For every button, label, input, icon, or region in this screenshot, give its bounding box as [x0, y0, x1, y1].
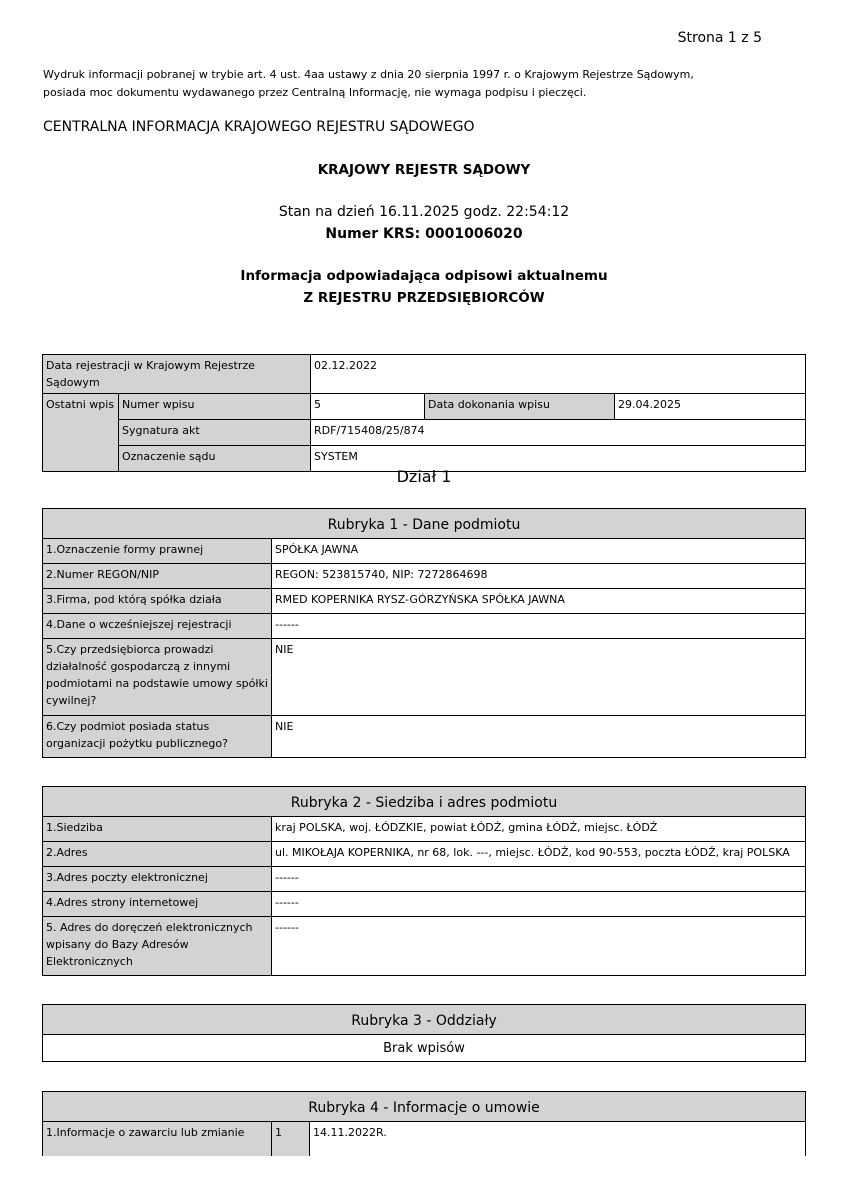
court-label: Oznaczenie sądu	[119, 446, 311, 472]
entry-number-value: 5	[311, 394, 425, 420]
reg-date-label: Data rejestracji w Krajowym Rejestrze Sądowym	[43, 355, 311, 394]
table-row-number: 1	[272, 1122, 310, 1172]
org-name: CENTRALNA INFORMACJA KRAJOWEGO REJESTRU SĄDOWEGO	[43, 119, 475, 135]
table-row-value: kraj POLSKA, woj. ŁÓDZKIE, powiat ŁÓDŹ, gmina ŁÓDŹ, miejsc. ŁÓDŹ	[272, 817, 806, 842]
table-row-label: 1.Siedziba	[43, 817, 272, 842]
rubric-2-title: Rubryka 2 - Siedziba i adres podmiotu	[43, 787, 806, 817]
table-row-label: 5. Adres do doręczeń elektronicznych wpisany do Bazy Adresów Elektronicznych	[43, 917, 272, 976]
info-title-line-1: Informacja odpowiadająca odpisowi aktualnemu	[240, 268, 608, 284]
krs-number: Numer KRS: 0001006020	[325, 226, 523, 242]
table-row-label: 3.Firma, pod którą spółka działa	[43, 589, 272, 614]
rubric-2-table	[42, 786, 806, 976]
entry-date-value: 29.04.2025	[615, 394, 806, 420]
disclaimer-line-1: Wydruk informacji pobranej w trybie art. 4 ust. 4aa ustawy z dnia 20 sierpnia 1997 r. o Krajowym Rejestrze Sądowym,	[43, 68, 694, 81]
page-number: Strona 1 z 5	[677, 30, 762, 46]
reg-date-value: 02.12.2022	[311, 355, 806, 394]
table-row-value: RMED KOPERNIKA RYSZ-GÓRZYŃSKA SPÓŁKA JAWNA	[272, 589, 806, 614]
entry-number-label: Numer wpisu	[119, 394, 311, 420]
table-row-label: 3.Adres poczty elektronicznej	[43, 867, 272, 892]
table-row-label: 4.Dane o wcześniejszej rejestracji	[43, 614, 272, 639]
rubric-3-title: Rubryka 3 - Oddziały	[43, 1005, 806, 1035]
table-row-value: SPÓŁKA JAWNA	[272, 539, 806, 564]
table-row-value: 14.11.2022R.	[310, 1122, 806, 1172]
table-row-value: ------	[272, 614, 806, 639]
rubric-3-table	[42, 1004, 806, 1062]
registration-table	[42, 354, 806, 472]
page-cut-off	[0, 1156, 848, 1200]
table-row-value: ------	[272, 867, 806, 892]
table-row-value: ------	[272, 917, 806, 976]
table-row-label: 5.Czy przedsiębiorca prowadzi działalność gospodarczą z innymi podmiotami na podstawie umowy spółki cywilnej?	[43, 639, 272, 716]
rubric-1-title: Rubryka 1 - Dane podmiotu	[43, 509, 806, 539]
state-date: Stan na dzień 16.11.2025 godz. 22:54:12	[278, 204, 570, 220]
table-row-value: ------	[272, 892, 806, 917]
table-row-value: NIE	[272, 716, 806, 758]
table-row-value: NIE	[272, 639, 806, 716]
disclaimer-line-2: posiada moc dokumentu wydawanego przez Centralną Informację, nie wymaga podpisu i pieczęci.	[43, 86, 587, 99]
table-row-label: 1.Informacje o zawarciu lub zmianie	[43, 1122, 272, 1172]
court-value: SYSTEM	[311, 446, 806, 472]
table-row-label: 2.Numer REGON/NIP	[43, 564, 272, 589]
table-row-value: REGON: 523815740, NIP: 7272864698	[272, 564, 806, 589]
register-title: KRAJOWY REJESTR SĄDOWY	[317, 162, 531, 178]
entry-date-label: Data dokonania wpisu	[425, 394, 615, 420]
table-row-label: 2.Adres	[43, 842, 272, 867]
rubric-1-table	[42, 508, 806, 758]
disclaimer	[43, 66, 763, 102]
table-row-value: ul. MIKOŁAJA KOPERNIKA, nr 68, lok. ---, miejsc. ŁÓDŹ, kod 90-553, poczta ŁÓDŹ, kraj POLSKA	[272, 842, 806, 867]
last-entry-label: Ostatni wpis	[43, 394, 119, 472]
section-title: Dział 1	[396, 467, 452, 486]
table-row-label: 6.Czy podmiot posiada status organizacji pożytku publicznego?	[43, 716, 272, 758]
rubric-4-title: Rubryka 4 - Informacje o umowie	[43, 1092, 806, 1122]
info-title-line-2: Z REJESTRU PRZEDSIĘBIORCÓW	[303, 290, 545, 306]
signature-value: RDF/715408/25/874	[311, 420, 806, 446]
table-row-label: 4.Adres strony internetowej	[43, 892, 272, 917]
no-entries-text: Brak wpisów	[43, 1035, 806, 1062]
signature-label: Sygnatura akt	[119, 420, 311, 446]
table-row-label: 1.Oznaczenie formy prawnej	[43, 539, 272, 564]
